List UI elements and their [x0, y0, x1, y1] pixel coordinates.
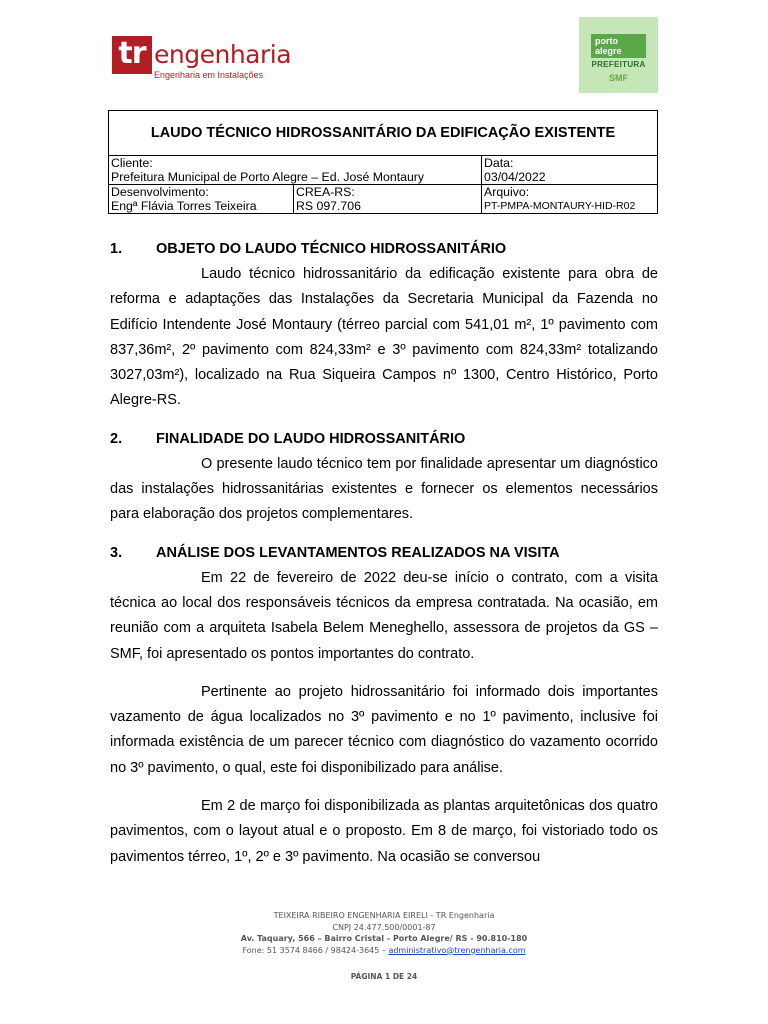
client-cell [109, 156, 482, 185]
section-title: OBJETO DO LAUDO TÉCNICO HIDROSSANITÁRIO [156, 241, 507, 257]
section-number: 1. [110, 241, 123, 257]
section-1-heading [110, 236, 658, 262]
footer-company: TEIXEIRA RIBEIRO ENGENHARIA EIRELI - TR Engenharia [273, 911, 495, 920]
footer-address: Av. Taquary, 566 – Bairro Cristal - Porto Alegre/ RS - 90.810-180 [240, 934, 528, 943]
footer-phone: Fone: 51 3574 8466 / 98424-3645 – [242, 945, 389, 955]
crea-value: RS 097.706 [296, 199, 361, 213]
poa-prefeitura-label: PREFEITURA [591, 60, 646, 69]
developer-label: Desenvolvimento: [111, 185, 209, 199]
poa-smf-label: SMF [609, 73, 628, 83]
section-2-heading [110, 426, 658, 452]
tr-engenharia-logo [112, 36, 292, 84]
paragraph: O presente laudo técnico tem por finalidade apresentar um diagnóstico das instalações hidrossanitárias existentes e fornecer os elementos necessários para elaboração dos projetos complementares. [110, 455, 658, 523]
developer-value: Engª Flávia Torres Teixeira [111, 199, 257, 213]
footer-email-link[interactable]: administrativo@trengenharia.com [388, 945, 526, 955]
page-number: PÁGINA 1 DE 24 [350, 972, 418, 981]
crea-label: CREA-RS: [296, 185, 355, 199]
client-value: Prefeitura Municipal de Porto Alegre – Ed. José Montaury [111, 170, 425, 184]
paragraph: Laudo técnico hidrossanitário da edificação existente para obra de reforma e adaptações das Instalações da Secretaria Municipal da Fazenda no Edifício Intendente José Montaury (térreo parcial com 541,01 m², 1º pavimento com 837,36m², 2º pavimento com 824,33m² e 3º pavimento com 824,33m² totalizando 3027,03m²), localizado na Rua Siqueira Campos nº 1300, Centro Histórico, Porto Alegre-RS. [110, 266, 658, 409]
paragraph: Em 2 de março foi disponibilizada as plantas arquitetônicas dos quatro pavimentos, com o layout atual e o proposto. Em 8 de março, foi vistoriado todo os pavimentos térreo, 1º, 2º e 3º pavimento. Na ocasião se conversou [110, 798, 658, 865]
paragraph: Em 22 de fevereiro de 2022 deu-se início o contrato, com a visita técnica ao local dos responsáveis técnicos da empresa contratada. Na ocasião, em reunião com a arquiteta Isabela Belem Meneghello, assessora de projetos da GS – SMF, foi apresentado os pontos importantes do contrato. [110, 569, 658, 662]
file-cell [482, 185, 658, 214]
document-body [110, 236, 658, 870]
section-number: 3. [110, 544, 123, 561]
document-title: LAUDO TÉCNICO HIDROSSANITÁRIO DA EDIFICAÇÃO EXISTENTE [109, 111, 658, 156]
date-value: 03/04/2022 [484, 170, 546, 184]
crea-cell [294, 185, 482, 214]
paragraph: Pertinente ao projeto hidrossanitário foi informado dois importantes vazamento de água localizados no 3º pavimento e no 1º pavimento, inclusive foi informada existência de um parecer técnico com diagnóstico do vazamento ocorrido no 3º pavimento, o qual, este foi disponibilizado para análise. [110, 683, 658, 776]
document-header-table [108, 110, 658, 214]
footer-contact [0, 945, 768, 957]
prefeitura-porto-alegre-logo [579, 17, 658, 93]
file-value: PT-PMPA-MONTAURY-HID-R02 [484, 200, 636, 212]
tr-logo-mark: tr [112, 36, 152, 74]
tr-logo-tagline: Engenharia em Instalações [154, 70, 264, 80]
developer-cell [109, 185, 294, 214]
date-cell [482, 156, 658, 185]
date-label: Data: [484, 156, 514, 170]
poa-badge: porto alegre [591, 34, 646, 58]
client-label: Cliente: [111, 156, 153, 170]
section-title: ANÁLISE DOS LEVANTAMENTOS REALIZADOS NA VISITA [156, 544, 560, 561]
tr-logo-name: engenharia [154, 40, 292, 69]
footer-cnpj: CNPJ 24.477.500/0001-87 [332, 922, 436, 932]
section-title: FINALIDADE DO LAUDO HIDROSSANITÁRIO [156, 430, 466, 447]
file-label: Arquivo: [484, 185, 530, 199]
section-3-heading [110, 540, 658, 566]
page-footer [0, 910, 768, 983]
section-number: 2. [110, 430, 123, 447]
